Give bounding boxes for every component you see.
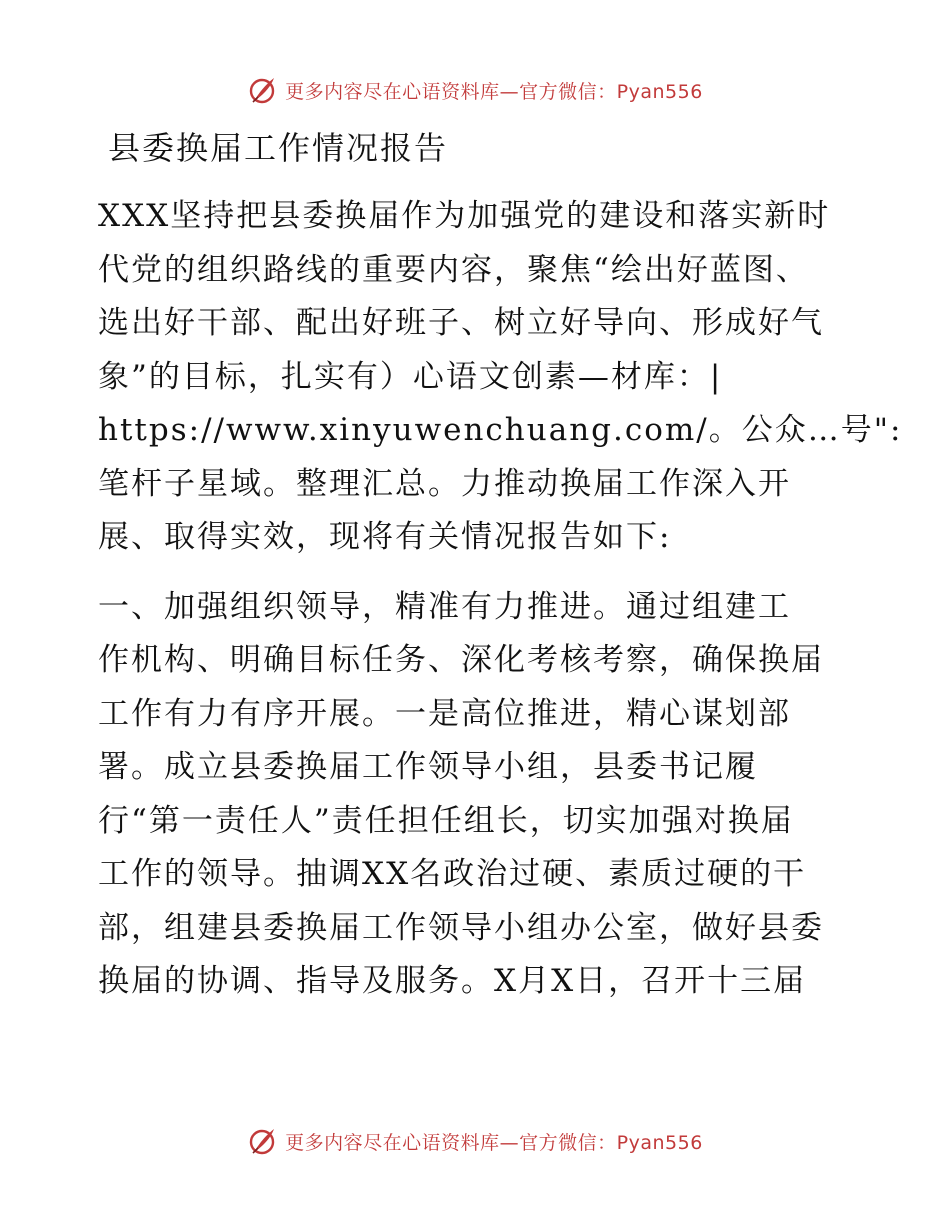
document-body (98, 122, 903, 1009)
paragraph-intro (98, 190, 903, 565)
watermark-banner-top (0, 70, 950, 110)
paragraph-section-one (98, 581, 858, 1009)
text-line: 换届的协调、指导及服务。X月X日，召开十三届 (98, 963, 807, 999)
watermark-text: 更多内容尽在心语资料库—官方微信：Pyan556 (285, 80, 703, 103)
watermark-banner-bottom (0, 1121, 950, 1161)
text-line: 部，组建县委换届工作领导小组办公室，做好县委 (98, 909, 824, 946)
text-line: 工作有力有序开展。一是高位推进，精心谋划部 (98, 695, 791, 732)
document-title: 县委换届工作情况报告 (108, 129, 449, 167)
text-line: 行“第一责任人”责任担任组长，切实加强对换届 (98, 802, 794, 839)
text-line: 选出好干部、配出好班子、树立好导向、形成好气 (98, 305, 824, 341)
text-line: 笔杆子星域。整理汇总。力推动换届工作深入开 (98, 465, 791, 502)
text-line: XXX坚持把县委换届作为加强党的建设和落实新时 (98, 198, 831, 234)
text-line: 展、取得实效，现将有关情况报告如下: (98, 519, 672, 555)
quill-logo-icon (247, 75, 277, 105)
text-line: 工作的领导。抽调XX名政治过硬、素质过硬的干 (98, 856, 807, 892)
text-line: https://www.xinyuwenchuang.com/。公众…号": (98, 412, 903, 448)
quill-logo-icon (247, 1126, 277, 1156)
text-line: 一、加强组织领导，精准有力推进。通过组建工 (98, 588, 791, 625)
watermark-text: 更多内容尽在心语资料库—官方微信：Pyan556 (285, 1131, 703, 1154)
text-line: 象”的目标，扎实有）心语文创素—材库：| (98, 358, 723, 395)
text-line: 署。成立县委换届工作领导小组，县委书记履 (98, 749, 758, 785)
text-line: 代党的组织路线的重要内容，聚焦“绘出好蓝图、 (98, 251, 809, 288)
text-line: 作机构、明确目标任务、深化考核考察，确保换届 (98, 642, 824, 678)
